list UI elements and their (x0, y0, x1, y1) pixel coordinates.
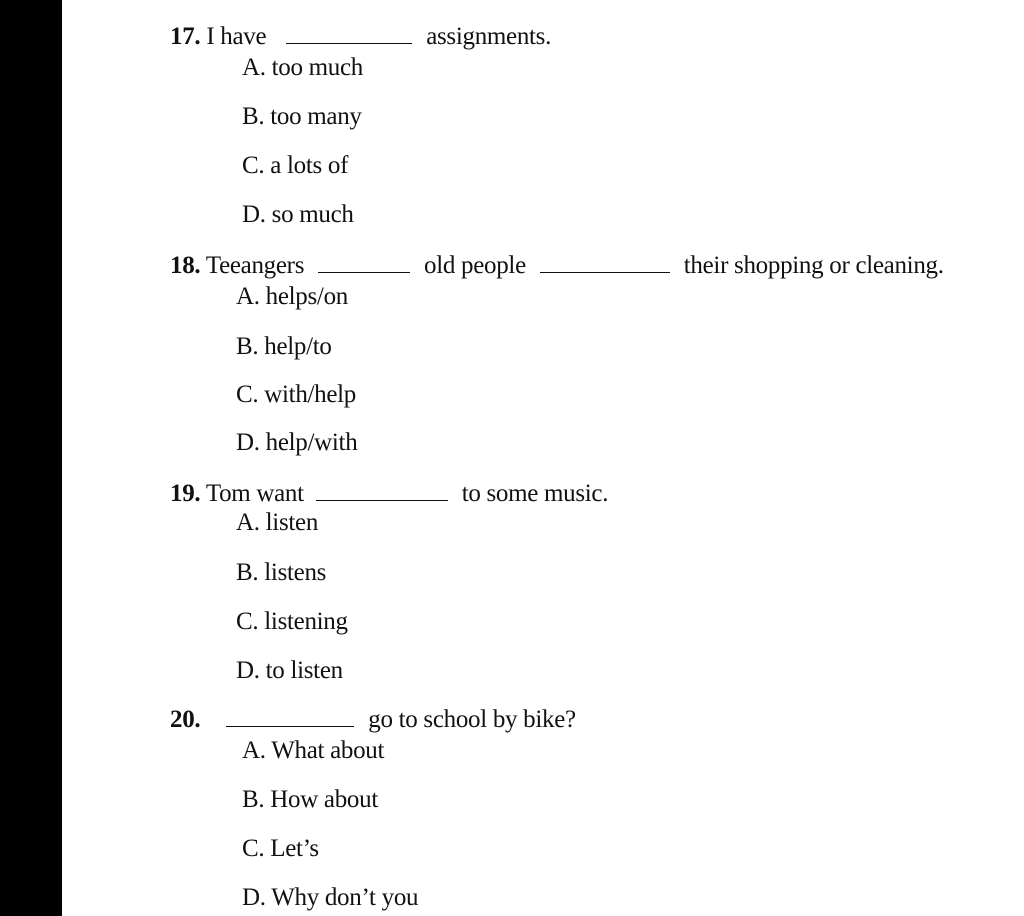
answer-blank (316, 496, 448, 501)
answer-blank (286, 39, 412, 44)
question-number: 19. (170, 480, 201, 507)
option-20-a: A. What about (242, 737, 385, 764)
stem-text: Tom want (205, 480, 304, 507)
stem-text: assignments. (426, 23, 552, 50)
question-19-stem (170, 479, 608, 509)
option-18-c: C. with/help (236, 381, 357, 408)
question-number: 17. (170, 23, 201, 50)
question-number: 18. (170, 252, 201, 279)
question-20-stem (170, 705, 576, 735)
stem-text: I have (206, 23, 267, 50)
question-18-stem (170, 251, 944, 281)
stem-text: to some music. (461, 480, 609, 507)
option-19-d: D. to listen (236, 657, 343, 684)
stem-text: go to school by bike? (368, 706, 576, 733)
option-17-a: A. too much (242, 54, 363, 81)
option-17-b: B. too many (242, 103, 362, 130)
option-20-c: C. Let’s (242, 835, 319, 862)
stem-text: old people (424, 252, 526, 279)
stem-text: Teeangers (205, 252, 305, 279)
answer-blank (540, 268, 670, 273)
stem-text: their shopping or cleaning. (683, 252, 944, 279)
option-20-b: B. How about (242, 786, 378, 813)
answer-blank (318, 268, 410, 273)
option-17-d: D. so much (242, 201, 354, 228)
option-19-c: C. listening (236, 608, 348, 635)
answer-blank (226, 722, 354, 727)
option-19-b: B. listens (236, 559, 327, 586)
option-18-a: A. helps/on (236, 283, 348, 310)
option-17-c: C. a lots of (242, 152, 349, 179)
option-20-d: D. Why don’t you (242, 884, 419, 911)
question-number: 20. (170, 706, 201, 733)
question-17-stem (170, 22, 551, 52)
option-18-b: B. help/to (236, 333, 332, 360)
left-black-margin (0, 0, 62, 916)
option-19-a: A. listen (236, 509, 319, 536)
option-18-d: D. help/with (236, 429, 358, 456)
